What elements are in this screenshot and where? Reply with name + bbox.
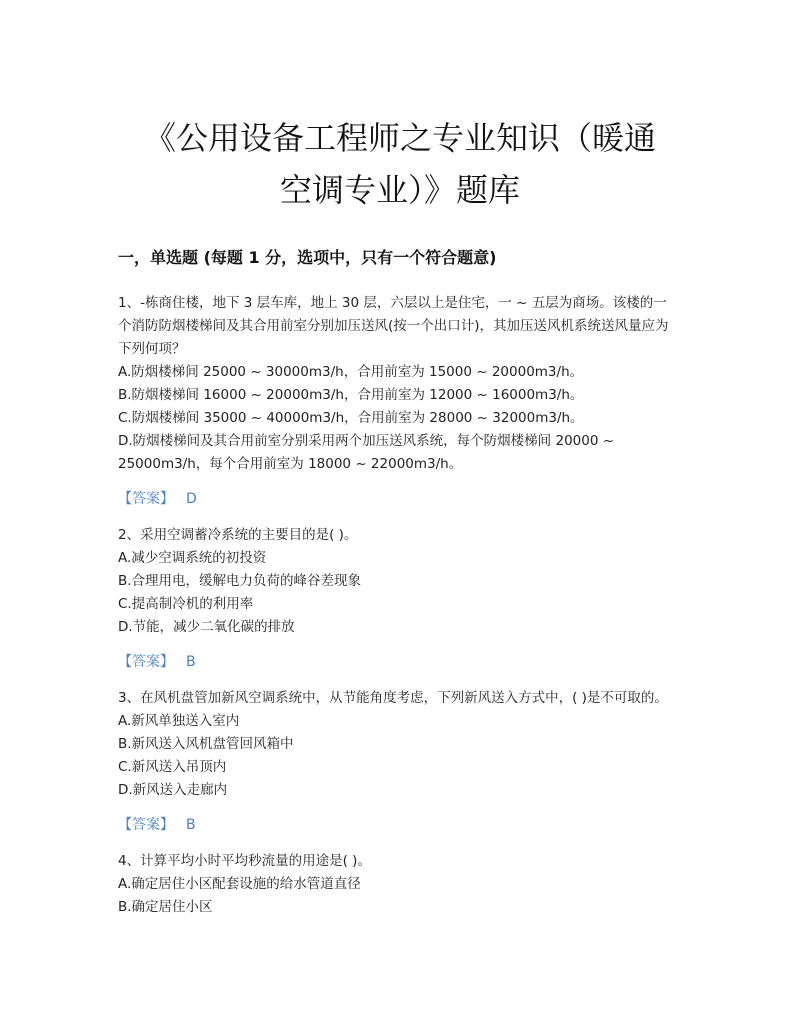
question-1-option-a: A.防烟楼梯间 25000 ~ 30000m3/h，合用前室为 15000 ~ 20000m3/h。: [118, 364, 584, 380]
document-title-line-2: 空调专业）》题库: [279, 171, 520, 209]
question-3-option-d: D.新风送入走廊内: [118, 782, 228, 798]
document-title-line-1: 《公用设备工程师之专业知识（暖通: [143, 119, 656, 157]
question-4-option-a: A.确定居住小区配套设施的给水管道直径: [118, 876, 361, 892]
question-1-answer-value: D: [186, 491, 197, 507]
question-list: [118, 292, 678, 919]
question-1-option-c: C.防烟楼梯间 35000 ~ 40000m3/h，合用前室为 28000 ~ 32000m3/h。: [118, 410, 584, 426]
question-2-option-d: D.节能，减少二氧化碳的排放: [118, 619, 295, 635]
question-2-answer-value: B: [186, 654, 196, 670]
question-3-option-c: C.新风送入吊顶内: [118, 759, 227, 775]
question-4-stem: 4、计算平均小时平均秒流量的用途是( )。: [118, 853, 371, 869]
question-2-option-b: B.合理用电，缓解电力负荷的峰谷差现象: [118, 573, 362, 589]
question-1-option-b: B.防烟楼梯间 16000 ~ 20000m3/h，合用前室为 12000 ~ 16000m3/h。: [118, 387, 584, 403]
question-3-answer-label: 【答案】: [118, 817, 174, 833]
question-2-option-c: C.提高制冷机的利用率: [118, 596, 254, 612]
question-4-option-b: B.确定居住小区: [118, 899, 213, 915]
question-1-answer-label: 【答案】: [118, 491, 174, 507]
question-1-answer: [118, 488, 678, 510]
question-2-answer-label: 【答案】: [118, 654, 174, 670]
question-3-stem: 3、在风机盘管加新风空调系统中，从节能角度考虑，下列新风送入方式中，( )是不可取的。: [118, 690, 668, 706]
question-2-stem: 2、采用空调蓄冷系统的主要目的是( )。: [118, 527, 358, 543]
question-3-answer-value: B: [186, 817, 196, 833]
question-1-stem: 1、-栋商住楼，地下 3 层车库，地上 30 层，六层以上是住宅，一 ~ 五层为商场。该楼的一个消防防烟楼梯间及其合用前室分别加压送风(按一个出口计)，其加压送风机系统送风量应为下列何项？: [118, 295, 669, 357]
section-heading: 一，单选题 (每题 1 分，选项中，只有一个符合题意): [118, 248, 497, 267]
question-1-options: [118, 361, 678, 476]
document-title: [100, 112, 700, 216]
question-1: [118, 292, 678, 510]
question-4-options: [118, 873, 678, 919]
question-2-answer: [118, 651, 678, 673]
question-1-option-d: D.防烟楼梯间及其合用前室分别采用两个加压送风系统，每个防烟楼梯间 20000 ~ 25000m3/h，每个合用前室为 18000 ~ 22000m3/h。: [118, 433, 615, 472]
question-3-options: [118, 710, 678, 802]
question-3-option-a: A.新风单独送入室内: [118, 713, 240, 729]
question-2: [118, 524, 678, 673]
question-3-answer: [118, 814, 678, 836]
question-2-options: [118, 547, 678, 639]
question-2-option-a: A.减少空调系统的初投资: [118, 550, 267, 566]
question-3: [118, 687, 678, 836]
question-4: [118, 850, 678, 919]
question-3-option-b: B.新风送入风机盘管回风箱中: [118, 736, 294, 752]
